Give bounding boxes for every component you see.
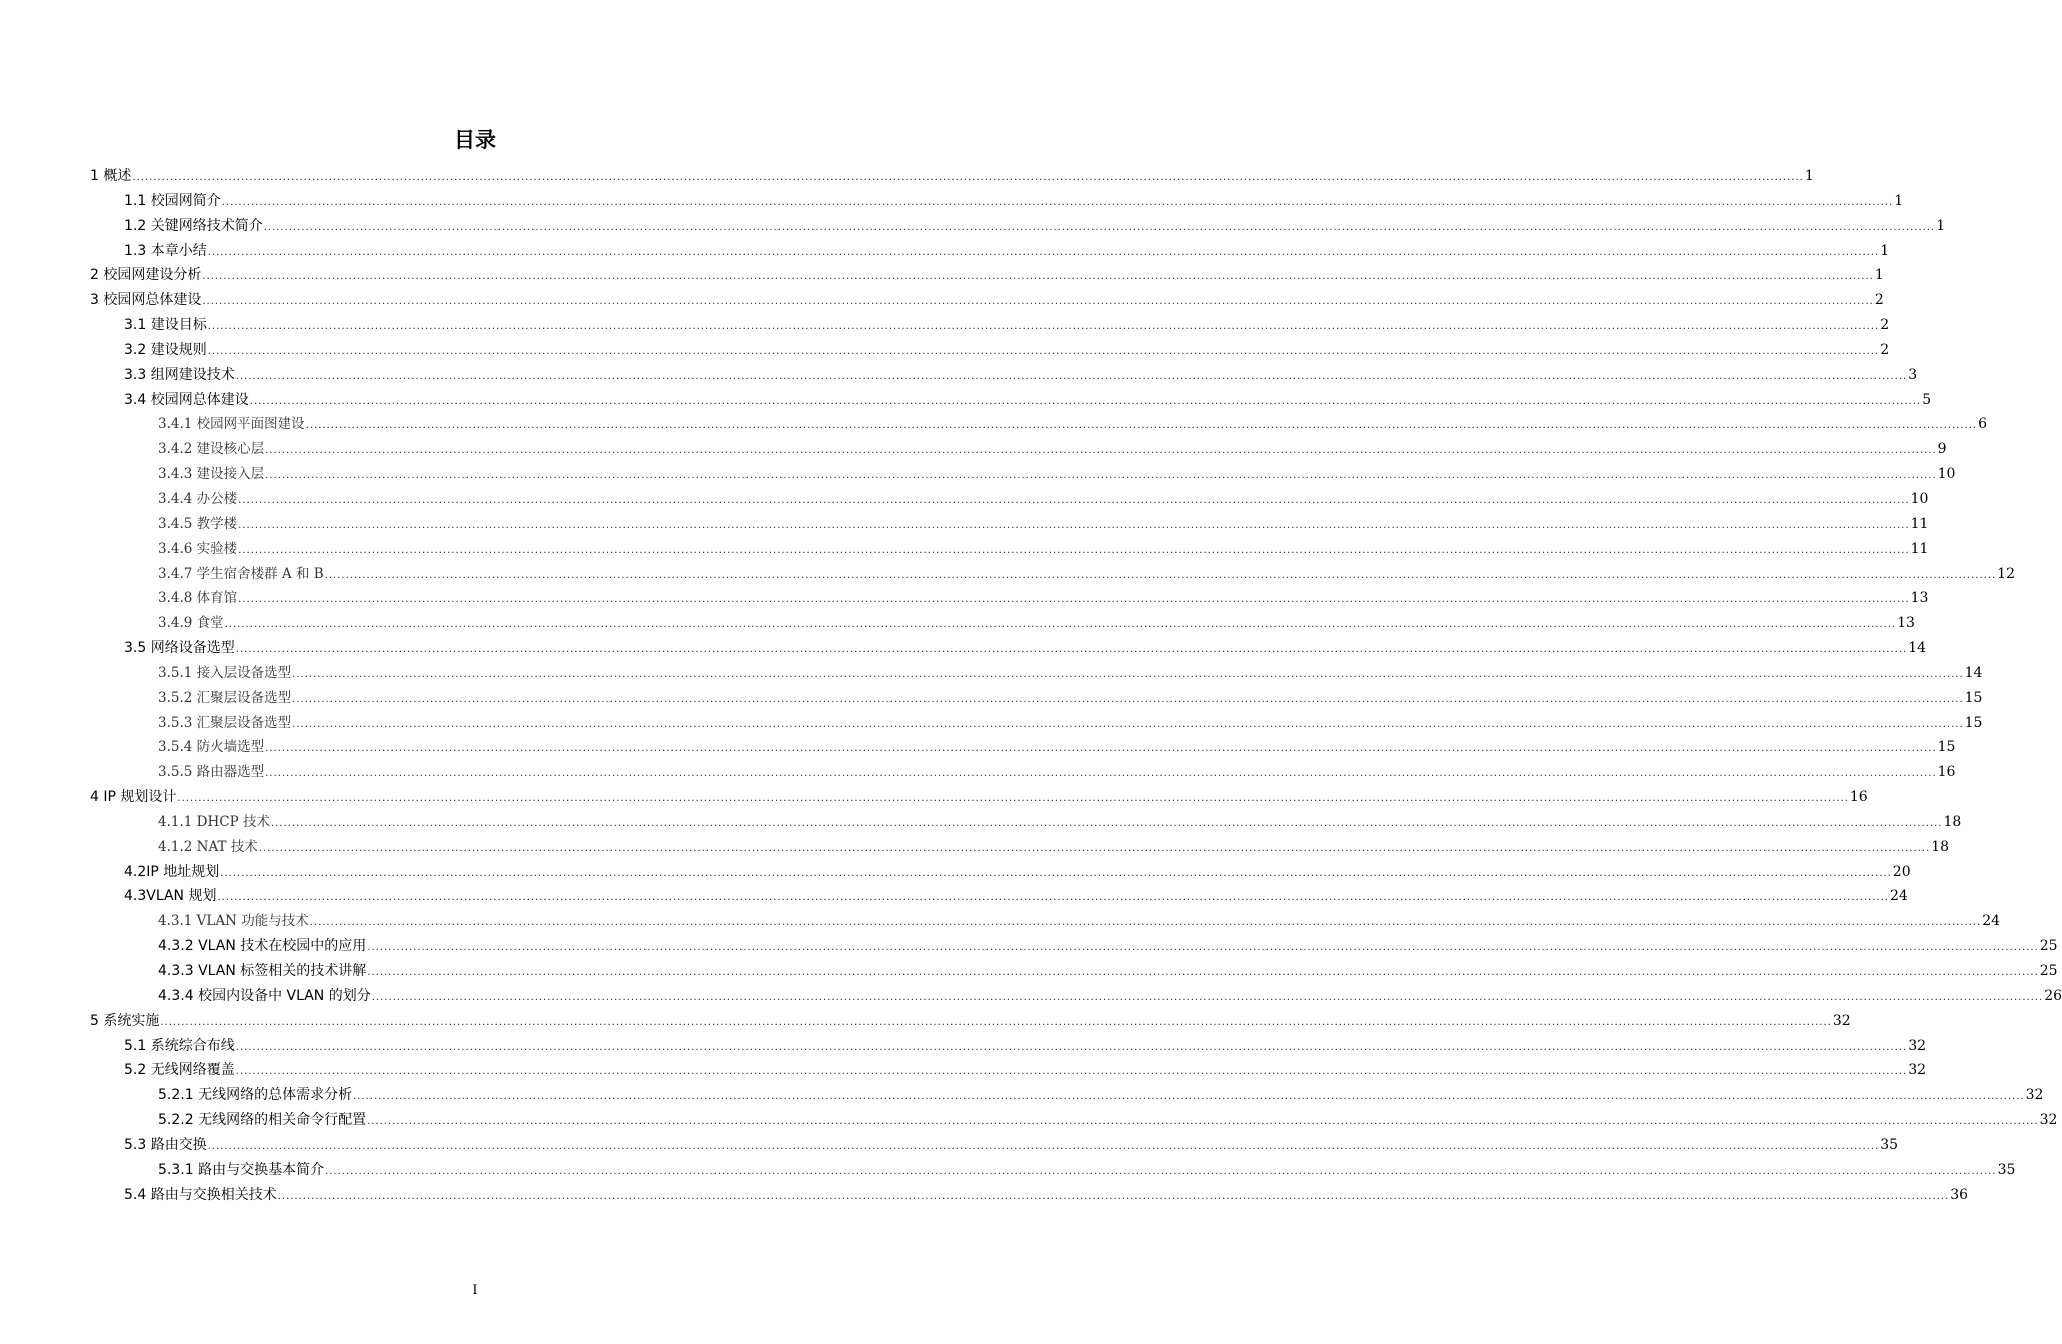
- toc-entry-label: 1.1 校园网简介: [124, 192, 221, 209]
- toc-entry[interactable]: [90, 1133, 1899, 1158]
- toc-entry-page: 11: [1910, 515, 1929, 532]
- toc-entry-page: 26: [2044, 987, 2062, 1004]
- toc-entry[interactable]: [90, 1083, 2044, 1108]
- toc-entry-page: 1: [1894, 192, 1904, 209]
- toc-entry-page: 1: [1936, 217, 1946, 234]
- toc-entry-page: 35: [1880, 1136, 1899, 1153]
- toc-leader-dots: ................................................................................................................................................................................................................................................................................................................................................................................................................: [217, 892, 1889, 904]
- toc-leader-dots: ................................................................................................................................................................................................................................................................................................................................................................................................................: [177, 793, 1849, 805]
- toc-entry-label: 4.3.1 VLAN 功能与技术: [158, 913, 309, 930]
- toc-entry[interactable]: [90, 586, 1929, 611]
- toc-entry-label: 1.2 关键网络技术简介: [124, 217, 263, 234]
- toc-entry[interactable]: [90, 263, 1884, 288]
- toc-entry-page: 10: [1910, 490, 1929, 507]
- toc-entry-page: 5: [1922, 391, 1932, 408]
- toc-leader-dots: ................................................................................................................................................................................................................................................................................................................................................................................................................: [207, 246, 1880, 258]
- toc-entry-page: 25: [2039, 963, 2058, 979]
- toc-entry-page: 13: [1897, 615, 1915, 632]
- toc-entry-page: 1: [1874, 267, 1884, 284]
- toc-entry-label: 4.2IP 地址规划: [124, 863, 220, 880]
- toc-leader-dots: ................................................................................................................................................................................................................................................................................................................................................................................................................: [249, 395, 1922, 407]
- toc-entry-label: 3.4.1 校园网平面图建设: [158, 416, 305, 433]
- toc-entry-label: 3.5 网络设备选型: [124, 640, 235, 657]
- toc-entry-label: 3.1 建设目标: [124, 317, 207, 334]
- toc-entry-label: 5 系统实施: [90, 1012, 160, 1029]
- toc-entry[interactable]: [90, 1158, 2016, 1183]
- toc-entry[interactable]: [90, 810, 1962, 835]
- toc-leader-dots: ................................................................................................................................................................................................................................................................................................................................................................................................................: [235, 1066, 1908, 1078]
- toc-entry-label: 3.4.2 建设核心层: [158, 441, 265, 458]
- toc-entry[interactable]: [90, 711, 1983, 736]
- toc-leader-dots: ................................................................................................................................................................................................................................................................................................................................................................................................................: [235, 644, 1908, 656]
- toc-entry-label: 3.5.4 防火墙选型: [158, 739, 265, 756]
- toc-leader-dots: ................................................................................................................................................................................................................................................................................................................................................................................................................: [371, 991, 2044, 1003]
- toc-entry[interactable]: [90, 884, 1908, 909]
- toc-entry-label: 3.5.3 汇聚层设备选型: [158, 714, 292, 731]
- toc-entry-label: 3.4.3 建设接入层: [158, 466, 265, 483]
- table-of-contents: [90, 164, 2062, 1207]
- toc-entry-page: 25: [2039, 938, 2058, 955]
- toc-leader-dots: ................................................................................................................................................................................................................................................................................................................................................................................................................: [220, 867, 1892, 879]
- toc-leader-dots: ................................................................................................................................................................................................................................................................................................................................................................................................................: [238, 519, 1910, 531]
- toc-leader-dots: ................................................................................................................................................................................................................................................................................................................................................................................................................: [258, 842, 1931, 854]
- toc-entry-page: 32: [2025, 1087, 2044, 1104]
- toc-title: 目录: [454, 128, 496, 152]
- toc-entry-label: 3.5.2 汇聚层设备选型: [158, 689, 292, 706]
- toc-leader-dots: ................................................................................................................................................................................................................................................................................................................................................................................................................: [292, 668, 1964, 680]
- toc-leader-dots: ................................................................................................................................................................................................................................................................................................................................................................................................................: [277, 1190, 1950, 1202]
- toc-entry[interactable]: [90, 1108, 2058, 1133]
- toc-leader-dots: ................................................................................................................................................................................................................................................................................................................................................................................................................: [202, 271, 1874, 283]
- toc-entry-label: 3.4.8 体育馆: [158, 590, 238, 607]
- toc-entry-page: 20: [1892, 863, 1911, 880]
- toc-entry[interactable]: [90, 562, 2015, 587]
- toc-leader-dots: ................................................................................................................................................................................................................................................................................................................................................................................................................: [265, 768, 1937, 780]
- toc-entry-page: 32: [1908, 1062, 1927, 1079]
- toc-entry-label: 4.1.1 DHCP 技术: [158, 813, 270, 830]
- toc-entry-page: 3: [1908, 366, 1918, 383]
- toc-entry[interactable]: [90, 537, 1929, 562]
- toc-entry-page: 35: [1997, 1161, 2016, 1178]
- toc-entry[interactable]: [90, 189, 1904, 214]
- toc-leader-dots: ................................................................................................................................................................................................................................................................................................................................................................................................................: [207, 1140, 1880, 1152]
- toc-entry[interactable]: [90, 239, 1890, 264]
- toc-entry-page: 15: [1937, 739, 1956, 756]
- toc-entry[interactable]: [90, 388, 1932, 413]
- toc-entry-page: 9: [1937, 441, 1947, 458]
- toc-entry-label: 5.2 无线网络覆盖: [124, 1062, 235, 1079]
- toc-leader-dots: ................................................................................................................................................................................................................................................................................................................................................................................................................: [305, 420, 1978, 432]
- toc-entry-page: 12: [1997, 565, 2015, 582]
- toc-entry[interactable]: [90, 785, 1868, 810]
- toc-entry-label: 3.5.1 接入层设备选型: [158, 664, 292, 681]
- toc-entry-label: 3.4.4 办公楼: [158, 490, 238, 507]
- toc-leader-dots: ................................................................................................................................................................................................................................................................................................................................................................................................................: [224, 619, 1897, 631]
- toc-entry[interactable]: [90, 735, 1956, 760]
- toc-entry-page: 2: [1880, 341, 1890, 358]
- toc-entry[interactable]: [90, 686, 1983, 711]
- toc-leader-dots: ................................................................................................................................................................................................................................................................................................................................................................................................................: [292, 693, 1964, 705]
- toc-entry-label: 4 IP 规划设计: [90, 789, 177, 806]
- toc-entry[interactable]: [90, 661, 1983, 686]
- toc-entry[interactable]: [90, 1009, 1851, 1034]
- toc-entry[interactable]: [90, 611, 1915, 636]
- toc-leader-dots: ................................................................................................................................................................................................................................................................................................................................................................................................................: [238, 494, 1910, 506]
- toc-entry-page: 14: [1908, 640, 1927, 657]
- toc-entry-page: 10: [1937, 466, 1956, 483]
- toc-leader-dots: ................................................................................................................................................................................................................................................................................................................................................................................................................: [235, 370, 1908, 382]
- toc-entry[interactable]: [90, 1183, 1969, 1208]
- toc-leader-dots: ................................................................................................................................................................................................................................................................................................................................................................................................................: [238, 544, 1910, 556]
- toc-entry[interactable]: [90, 636, 1927, 661]
- toc-leader-dots: ................................................................................................................................................................................................................................................................................................................................................................................................................: [265, 470, 1937, 482]
- toc-entry-page: 2: [1874, 292, 1884, 309]
- toc-entry-label: 5.2.2 无线网络的相关命令行配置: [158, 1112, 367, 1129]
- toc-entry-label: 5.2.1 无线网络的总体需求分析: [158, 1087, 353, 1104]
- toc-entry[interactable]: [90, 512, 1929, 537]
- toc-entry-label: 4.3.2 VLAN 技术在校园中的应用: [158, 938, 367, 955]
- toc-entry-page: 18: [1943, 813, 1962, 830]
- toc-leader-dots: ................................................................................................................................................................................................................................................................................................................................................................................................................: [367, 967, 2039, 978]
- toc-entry-label: 5.4 路由与交换相关技术: [124, 1186, 277, 1203]
- toc-leader-dots: ................................................................................................................................................................................................................................................................................................................................................................................................................: [221, 196, 1894, 208]
- toc-entry-label: 3.4.5 教学楼: [158, 515, 238, 532]
- toc-entry-label: 2 校园网建设分析: [90, 267, 202, 284]
- toc-entry[interactable]: [90, 909, 2001, 934]
- toc-entry[interactable]: [90, 462, 1956, 487]
- toc-leader-dots: ................................................................................................................................................................................................................................................................................................................................................................................................................: [132, 172, 1804, 183]
- toc-entry-label: 3.3 组网建设技术: [124, 366, 235, 383]
- toc-entry-page: 32: [1908, 1037, 1927, 1054]
- toc-entry-label: 5.1 系统综合布线: [124, 1037, 235, 1054]
- toc-entry-page: 15: [1964, 714, 1983, 731]
- toc-entry-page: 24: [1982, 913, 2001, 930]
- toc-leader-dots: ................................................................................................................................................................................................................................................................................................................................................................................................................: [238, 594, 1910, 606]
- toc-leader-dots: ................................................................................................................................................................................................................................................................................................................................................................................................................: [367, 1116, 2039, 1128]
- toc-entry-label: 4.1.2 NAT 技术: [158, 838, 258, 855]
- toc-entry[interactable]: [90, 313, 1890, 338]
- toc-entry[interactable]: [90, 760, 1956, 785]
- toc-entry-page: 18: [1931, 838, 1950, 855]
- toc-entry-page: 1: [1804, 168, 1814, 184]
- toc-leader-dots: ................................................................................................................................................................................................................................................................................................................................................................................................................: [235, 1041, 1908, 1053]
- toc-entry[interactable]: [90, 1058, 1927, 1083]
- toc-leader-dots: ................................................................................................................................................................................................................................................................................................................................................................................................................: [207, 345, 1880, 357]
- toc-entry[interactable]: [90, 984, 2062, 1009]
- toc-entry[interactable]: [90, 1034, 1927, 1059]
- toc-leader-dots: ................................................................................................................................................................................................................................................................................................................................................................................................................: [265, 743, 1937, 755]
- toc-entry-page: 1: [1880, 242, 1890, 259]
- toc-entry-label: 1.3 本章小结: [124, 242, 207, 259]
- toc-entry-page: 6: [1978, 416, 1988, 433]
- toc-leader-dots: ................................................................................................................................................................................................................................................................................................................................................................................................................: [292, 718, 1964, 730]
- toc-entry[interactable]: [90, 214, 1946, 239]
- toc-leader-dots: ................................................................................................................................................................................................................................................................................................................................................................................................................: [207, 321, 1880, 333]
- toc-entry-label: 5.3.1 路由与交换基本简介: [158, 1161, 325, 1178]
- toc-leader-dots: ................................................................................................................................................................................................................................................................................................................................................................................................................: [202, 296, 1874, 308]
- toc-entry-label: 3.5.5 路由器选型: [158, 764, 265, 781]
- toc-entry-label: 4.3VLAN 规划: [124, 888, 217, 905]
- toc-leader-dots: ................................................................................................................................................................................................................................................................................................................................................................................................................: [270, 817, 1943, 829]
- toc-leader-dots: ................................................................................................................................................................................................................................................................................................................................................................................................................: [325, 1165, 1997, 1177]
- toc-entry-page: 32: [2039, 1112, 2058, 1129]
- toc-leader-dots: ................................................................................................................................................................................................................................................................................................................................................................................................................: [353, 1091, 2025, 1103]
- toc-entry-page: 14: [1964, 664, 1983, 681]
- toc-entry-label: 4.3.3 VLAN 标签相关的技术讲解: [158, 963, 367, 979]
- toc-entry[interactable]: [90, 412, 1988, 437]
- toc-entry[interactable]: [90, 959, 2058, 984]
- toc-leader-dots: ................................................................................................................................................................................................................................................................................................................................................................................................................: [160, 1016, 1832, 1028]
- toc-leader-dots: ................................................................................................................................................................................................................................................................................................................................................................................................................: [265, 445, 1937, 457]
- toc-entry-page: 11: [1910, 540, 1929, 557]
- toc-entry[interactable]: [90, 437, 1947, 462]
- toc-entry-page: 32: [1832, 1012, 1851, 1029]
- toc-entry-page: 36: [1950, 1186, 1969, 1203]
- toc-entry-label: 3.2 建设规则: [124, 341, 207, 358]
- toc-entry-label: 3.4.7 学生宿舍楼群 A 和 B: [158, 565, 324, 582]
- toc-entry-label: 1 概述: [90, 168, 132, 184]
- toc-entry[interactable]: [90, 487, 1929, 512]
- toc-leader-dots: ................................................................................................................................................................................................................................................................................................................................................................................................................: [324, 569, 1997, 581]
- toc-entry[interactable]: [90, 338, 1890, 363]
- toc-entry-page: 15: [1964, 689, 1983, 706]
- toc-entry-label: 3.4.6 实验楼: [158, 540, 238, 557]
- toc-entry[interactable]: [90, 164, 1814, 189]
- toc-entry[interactable]: [90, 860, 1911, 885]
- toc-entry-label: 3.4 校园网总体建设: [124, 391, 249, 408]
- toc-entry-label: 5.3 路由交换: [124, 1136, 207, 1153]
- toc-entry-label: 4.3.4 校园内设备中 VLAN 的划分: [158, 987, 371, 1004]
- toc-entry-page: 24: [1889, 888, 1908, 905]
- toc-entry-page: 16: [1849, 789, 1868, 806]
- toc-entry[interactable]: [90, 363, 1918, 388]
- toc-entry-label: 3.4.9 食堂: [158, 615, 224, 632]
- toc-entry[interactable]: [90, 934, 2058, 959]
- toc-entry-page: 13: [1910, 590, 1929, 607]
- toc-entry-label: 3 校园网总体建设: [90, 292, 202, 309]
- toc-entry-page: 2: [1880, 317, 1890, 334]
- toc-leader-dots: ................................................................................................................................................................................................................................................................................................................................................................................................................: [263, 221, 1936, 233]
- toc-leader-dots: ................................................................................................................................................................................................................................................................................................................................................................................................................: [309, 917, 1982, 929]
- toc-entry[interactable]: [90, 835, 1950, 860]
- toc-leader-dots: ................................................................................................................................................................................................................................................................................................................................................................................................................: [367, 942, 2039, 954]
- toc-entry[interactable]: [90, 288, 1884, 313]
- page-number: I: [472, 1283, 478, 1298]
- toc-entry-page: 16: [1937, 764, 1956, 781]
